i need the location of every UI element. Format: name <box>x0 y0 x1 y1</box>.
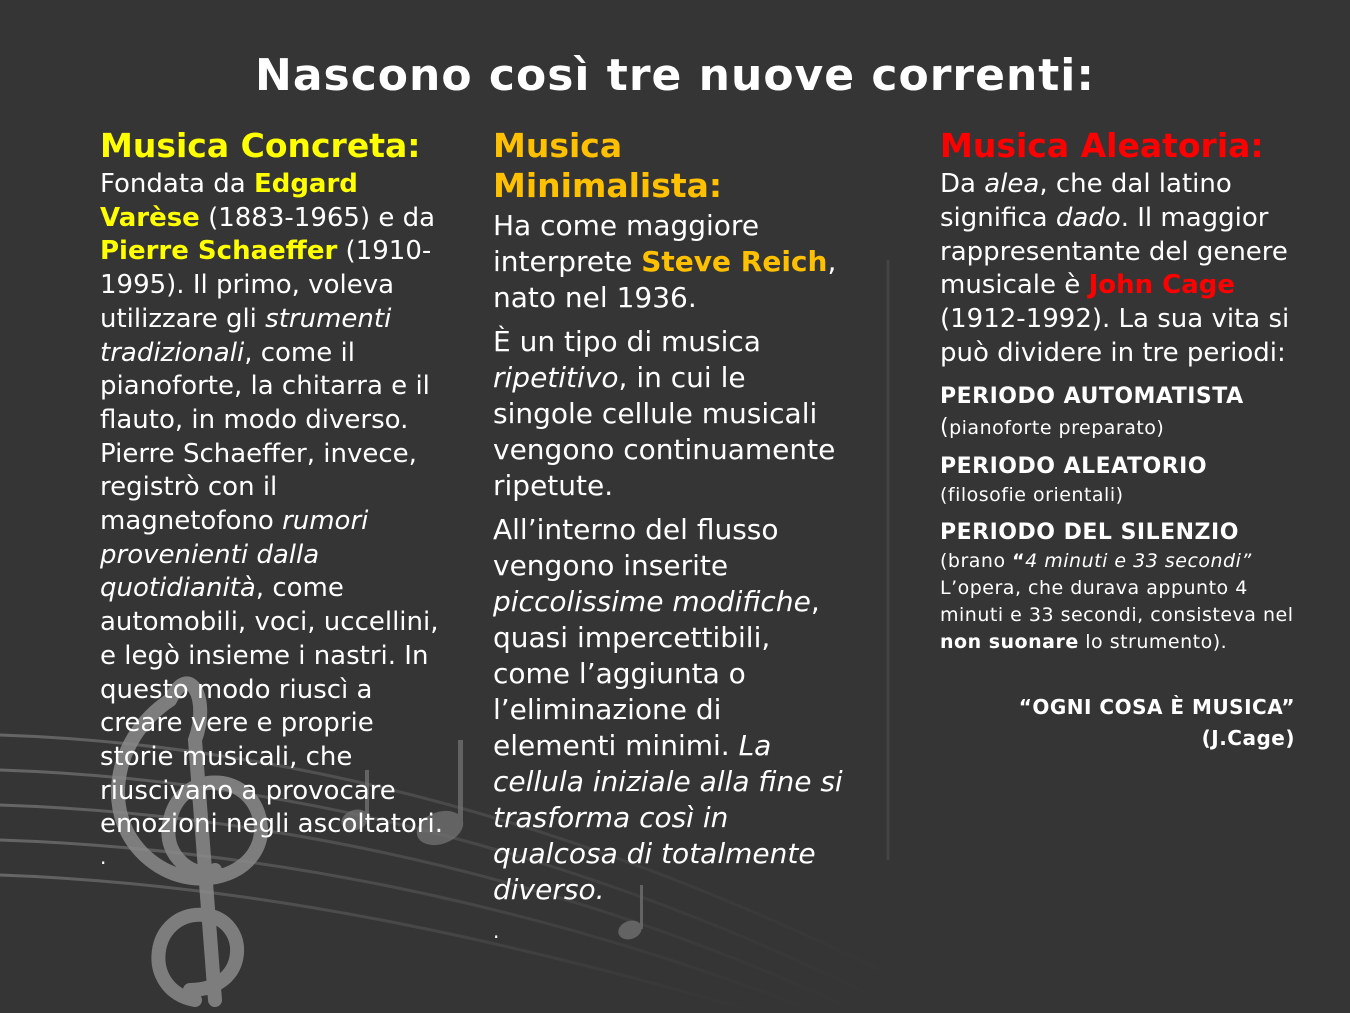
concreta-dot: . <box>100 845 107 870</box>
period-silenzio-title: PERIODO DEL SILENZIO <box>940 519 1239 545</box>
silenzio-bold: non suonare <box>940 630 1079 653</box>
minimalista-italic-3: piccolissime modifiche <box>493 585 811 618</box>
minimalista-paragraph-2 <box>493 324 853 504</box>
varese-name: Edgard Varèse <box>100 169 358 233</box>
concreta-text-3: (1910-1995). Il primo, voleva utilizzare gli <box>100 236 432 334</box>
minimalista-text-3b: , quasi impercettibili, come l’aggiunta o l’eliminazione di elementi minimi. <box>493 585 820 762</box>
period-aleatorio-note: (filosofie orientali) <box>940 483 1124 506</box>
period-automatista <box>940 381 1295 443</box>
concreta-italic-2: rumori provenienti dalla quotidianità <box>100 506 369 604</box>
period-automatista-note: pianoforte preparato) <box>949 416 1165 439</box>
aleatoria-text-1c: . Il maggior rappresentante del genere musicale è <box>940 202 1288 301</box>
minimalista-text-3a: All’interno del flusso vengono inserite <box>493 513 779 582</box>
minimalista-column <box>493 126 853 946</box>
concreta-text-2: (1883-1965) e da <box>199 202 436 233</box>
minimalista-paragraph-3 <box>493 512 853 908</box>
period-automatista-paren: ( <box>940 414 950 440</box>
period-aleatorio <box>940 451 1295 509</box>
aleatoria-italic-alea: alea <box>984 169 1040 199</box>
cage-name: John Cage <box>1088 270 1236 301</box>
page-title: Nascono così tre nuove correnti: <box>255 50 1095 101</box>
minimalista-text-1a: Ha come maggiore interprete <box>493 209 760 278</box>
silenzio-text-a: (brano <box>940 549 1013 572</box>
concreta-text-1: Fondata da <box>100 169 254 199</box>
minimalista-italic-3b: La cellula iniziale alla fine si trasforma così in qualcosa di totalmente diverso. <box>493 729 843 906</box>
quote-text: “OGNI COSA È MUSICA” <box>1018 694 1295 719</box>
aleatoria-column <box>940 126 1295 754</box>
minimalista-text-1b: , nato nel 1936. <box>493 245 837 314</box>
minimalista-text-2a: È un tipo di musica <box>493 325 761 358</box>
schaeffer-name: Pierre Schaeffer <box>100 236 338 267</box>
aleatoria-paragraph-1 <box>940 168 1295 371</box>
minimalista-heading: Musica Minimalista: <box>493 126 723 205</box>
concreta-column <box>100 126 445 872</box>
concreta-heading: Musica Concreta: <box>100 126 421 165</box>
period-silenzio <box>940 517 1295 656</box>
concreta-italic-1: strumenti tradizionali <box>100 303 392 368</box>
cage-quote <box>940 692 1295 754</box>
aleatoria-text-1d: (1912-1992). La sua vita si può dividere in tre periodi: <box>940 304 1290 368</box>
period-aleatorio-title: PERIODO ALEATORIO <box>940 453 1208 479</box>
minimalista-paragraph-1 <box>493 208 853 316</box>
minimalista-italic-2: ripetitivo <box>493 361 619 394</box>
reich-name: Steve Reich <box>641 245 828 278</box>
period-silenzio-note <box>940 548 1295 656</box>
silenzio-text-b: L’opera, che durava appunto 4 minuti e 33 secondi, consisteva nel <box>940 576 1294 626</box>
aleatoria-heading: Musica Aleatoria: <box>940 126 1264 165</box>
quote-author: (J.Cage) <box>1201 725 1295 750</box>
aleatoria-text-1a: Da <box>940 169 985 199</box>
aleatoria-italic-dado: dado <box>1055 202 1121 233</box>
minimalista-dot: . <box>493 919 500 943</box>
aleatoria-text-1b: , che dal latino significa <box>940 169 1232 233</box>
concreta-text-5: , come automobili, voci, uccellini, e legò insieme i nastri. In questo modo riuscì a creare vere e proprie storie musicali, che riuscivano a provocare emozioni negli ascoltatori. <box>100 573 443 840</box>
period-automatista-title: PERIODO AUTOMATISTA <box>940 383 1244 409</box>
minimalista-text-2b: , in cui le singole cellule musicali vengono continuamente ripetute. <box>493 361 836 502</box>
concreta-text <box>100 168 445 842</box>
concreta-text-4: , come il pianoforte, la chitarra e il flauto, in modo diverso. Pierre Schaeffer, invece, registrò con il magnetofono <box>100 337 430 537</box>
silenzio-text-c: lo strumento). <box>1078 630 1228 653</box>
silenzio-quote-mark: “ <box>1012 549 1026 572</box>
silenzio-italic: 4 minuti e 33 secondi” <box>1025 549 1252 572</box>
